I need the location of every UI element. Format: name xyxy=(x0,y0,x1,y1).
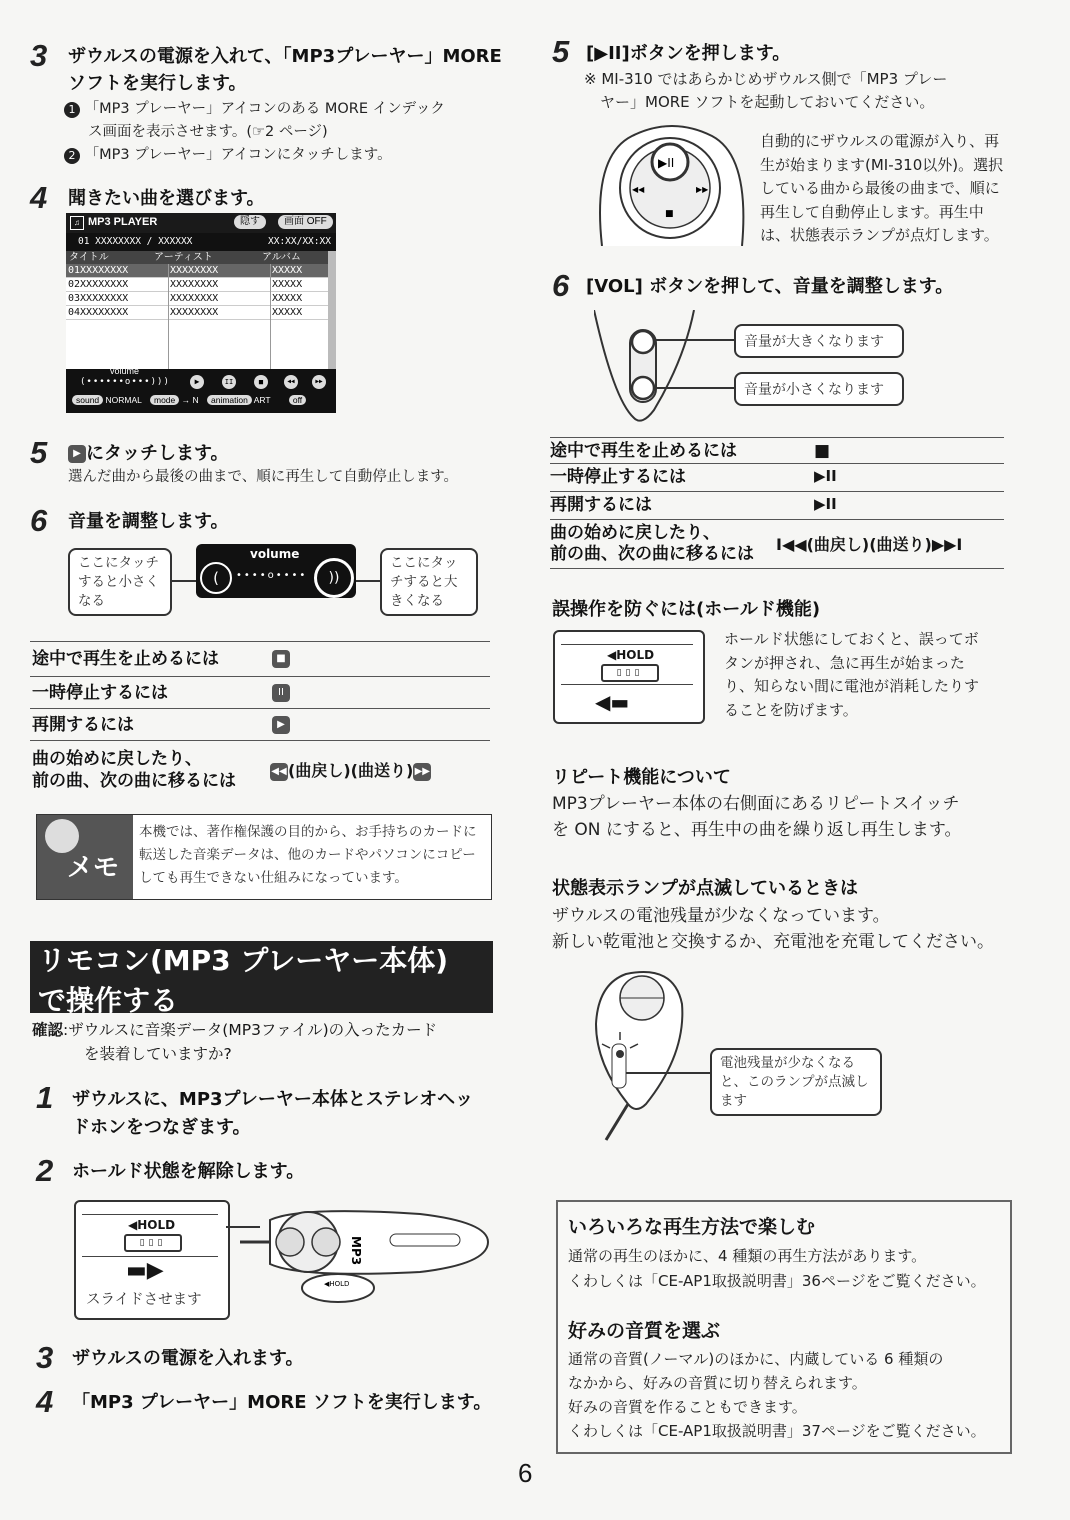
screen-titlebar xyxy=(66,213,336,233)
table-cell-title: 01XXXXXXXX xyxy=(68,265,129,276)
play-icon: ▶ xyxy=(68,445,86,463)
lamp-callout: 電池残量が少なくなると、このランプが点滅します xyxy=(710,1048,882,1116)
substep-1: 1 「MP3 プレーヤー」アイコンのある MORE インデック xyxy=(64,98,445,121)
skip-controls: I◀◀(曲戻し)(曲送り)▶▶I xyxy=(776,535,963,554)
previous-button[interactable]: ◀◀ xyxy=(284,375,298,389)
col-artist[interactable]: アーティスト xyxy=(154,252,213,263)
repeat-desc: MP3プレーヤー本体の右側面にあるリピートスイッチ xyxy=(552,794,960,814)
step-title: ソフトを実行します。 xyxy=(68,73,247,94)
memo-box xyxy=(36,814,492,900)
note: ※ MI-310 ではあらかじめザウルス側で「MP3 プレー xyxy=(584,70,948,88)
svg-text:▶II: ▶II xyxy=(658,156,675,170)
section-heading: 誤操作を防ぐには(ホールド機能) xyxy=(552,599,821,620)
volume-up-icon[interactable]: )) xyxy=(314,558,354,598)
hold-switch-diagram xyxy=(553,630,705,724)
control-label: 再開するには xyxy=(32,715,134,735)
step-title: 「MP3 プレーヤー」MORE ソフトを実行します。 xyxy=(72,1392,492,1413)
step-number: 5 xyxy=(30,435,48,470)
col-title[interactable]: タイトル xyxy=(69,252,109,263)
section-heading: リピート機能について xyxy=(552,767,731,788)
volume-down-icon[interactable]: ( xyxy=(200,562,232,594)
memo-label-area xyxy=(37,815,133,899)
svg-text:▶▶: ▶▶ xyxy=(696,185,709,194)
info-text: 通常の音質(ノーマル)のほかに、内蔵している 6 種類の xyxy=(568,1350,944,1368)
remote-play-button-diagram xyxy=(592,116,750,246)
play-icon: ▶ xyxy=(272,716,290,734)
step-number: 4 xyxy=(30,180,48,215)
step-number: 2 xyxy=(36,1153,54,1188)
repeat-desc: を ON にすると、再生中の曲を繰り返し再生します。 xyxy=(552,820,962,840)
step-title: 音量を調整します。 xyxy=(68,511,229,532)
control-label: 途中で再生を止めるには xyxy=(550,441,737,461)
note-cont: ヤー」MORE ソフトを起動しておいてください。 xyxy=(600,93,935,111)
control-label: 再開するには xyxy=(550,495,652,515)
table-scrollbar[interactable] xyxy=(328,251,336,369)
info-heading: 好みの音質を選ぶ xyxy=(568,1320,721,1342)
lamp-desc: ザウルスの電池残量が少なくなっています。 xyxy=(552,906,890,926)
volume-up-callout: ここにタッチすると大きくなる xyxy=(380,548,478,616)
play-button[interactable]: ▶ xyxy=(190,375,204,389)
step-number: 3 xyxy=(30,38,48,73)
table-header xyxy=(66,251,328,264)
memo-label: メモ xyxy=(67,853,120,883)
step-title: 聞きたい曲を選びます。 xyxy=(68,188,265,209)
play-pause-icon: ▶II xyxy=(814,467,837,485)
device-brand-label: MP3 xyxy=(349,1236,363,1266)
table-row[interactable] xyxy=(66,292,328,306)
track-info: 01 XXXXXXXX / XXXXXX xyxy=(78,236,193,247)
app-icon: ♫ xyxy=(70,216,84,230)
stop-icon: ■ xyxy=(272,650,290,668)
slide-arrow-icon: ◀▬ xyxy=(595,690,630,714)
volume-up-callout: 音量が大きくなります xyxy=(734,324,904,358)
time-info: XX:XX/XX:XX xyxy=(268,236,331,247)
table-cell-artist: XXXXXXXX xyxy=(170,307,219,318)
info-text: 通常の再生のほかに、4 種類の再生方法があります。 xyxy=(568,1247,927,1265)
volume-down-callout: ここにタッチすると小さくなる xyxy=(68,548,172,616)
settings-bar xyxy=(72,395,306,405)
table-cell-artist: XXXXXXXX xyxy=(170,265,219,276)
control-label: 前の曲、次の曲に移るには xyxy=(32,771,236,791)
remote-vol-buttons-diagram xyxy=(594,310,734,430)
mp3-player-device xyxy=(240,1200,492,1312)
step-number: 4 xyxy=(36,1384,54,1419)
mode-value: → N xyxy=(181,395,199,405)
memo-text: 本機では、著作権保護の目的から、お手持ちのカードに転送した音楽データは、他のカードやパソコンにコピーしても再生できない仕組みになっています。 xyxy=(139,824,477,886)
step-title: ザウルスの電源を入れて、「MP3プレーヤー」MORE xyxy=(68,46,502,67)
step-title: ドホンをつなぎます。 xyxy=(72,1117,251,1138)
hold-switch-diagram xyxy=(74,1200,230,1320)
hold-label: ◀HOLD xyxy=(607,648,655,662)
hide-button[interactable]: 隠す xyxy=(234,215,266,229)
hold-desc: ホールド状態にしておくと、誤ってボタンが押され、急に再生が始まったり、知らない間に電池が消耗したりすることを防げます。 xyxy=(724,630,980,719)
table-cell-album: XXXXX xyxy=(272,279,303,290)
section-heading: 状態表示ランプが点滅しているときは xyxy=(552,878,858,899)
volume-slider[interactable]: (••••••o•••))) xyxy=(80,377,170,387)
step-title: ホールド状態を解除します。 xyxy=(72,1161,305,1182)
control-label: 前の曲、次の曲に移るには xyxy=(550,544,754,564)
next-button[interactable]: ▶▶ xyxy=(312,375,326,389)
hold-label: ◀HOLD xyxy=(128,1218,176,1232)
mode-button[interactable]: mode xyxy=(150,395,179,405)
volume-label: volume xyxy=(110,366,140,376)
svg-text:◀◀: ◀◀ xyxy=(632,185,645,194)
pause-button[interactable]: II xyxy=(222,375,236,389)
step-title: ▶ にタッチします。 xyxy=(68,440,229,467)
step-desc: 自動的にザウルスの電源が入り、再生が始まります(MI-310以外)。選択している曲から最後の曲まで、順に再生して自動停止します。再生中は、状態表示ランプが点灯します。 xyxy=(760,132,1004,244)
hold-switch[interactable]: ▯▯▯ xyxy=(124,1234,182,1252)
step-number: 6 xyxy=(552,268,570,303)
table-cell-album: XXXXX xyxy=(272,293,303,304)
mp3-player-screen xyxy=(66,213,336,413)
step-number: 6 xyxy=(30,503,48,538)
volume-label: volume xyxy=(250,547,300,561)
confirm-note: 確認:ザウルスに音楽データ(MP3ファイル)の入ったカード xyxy=(32,1021,438,1039)
table-row[interactable] xyxy=(66,264,328,278)
substep-1-cont: ス画面を表示させます。(☞2 ページ) xyxy=(88,124,328,140)
stop-icon: ■ xyxy=(814,441,831,461)
table-cell-title: 03XXXXXXXX xyxy=(68,293,129,304)
info-heading: いろいろな再生方法で楽しむ xyxy=(568,1216,816,1238)
confirm-note-cont: を装着していますか? xyxy=(84,1045,232,1063)
animation-button[interactable]: animation xyxy=(207,395,252,405)
control-label: 曲の始めに戻したり、 xyxy=(550,523,720,543)
sound-button[interactable]: sound xyxy=(72,395,103,405)
animation-value: ART xyxy=(253,395,271,405)
table-cell-album: XXXXX xyxy=(272,265,303,276)
previous-icon: ◀◀ xyxy=(270,763,288,781)
table-row[interactable] xyxy=(66,278,328,292)
table-cell-title: 04XXXXXXXX xyxy=(68,307,129,318)
table-cell-album: XXXXX xyxy=(272,307,303,318)
step-title: ザウルスの電源を入れます。 xyxy=(72,1348,304,1369)
remote-lamp-diagram xyxy=(586,964,716,1144)
stop-button[interactable]: ■ xyxy=(254,375,268,389)
control-label: 一時停止するには xyxy=(32,683,168,703)
page-number: 6 xyxy=(518,1458,533,1488)
info-text: なかから、好みの音質に切り替えられます。 xyxy=(568,1374,867,1392)
step-title: [VOL] ボタンを押して、音量を調整します。 xyxy=(586,276,954,297)
substep-2: 2 「MP3 プレーヤー」アイコンにタッチします。 xyxy=(64,144,392,167)
table-row[interactable] xyxy=(66,306,328,320)
pause-icon: II xyxy=(272,684,290,702)
control-label: 曲の始めに戻したり、 xyxy=(32,749,202,769)
slide-arrow-icon: ▬▶ xyxy=(126,1258,164,1283)
step-number: 3 xyxy=(36,1340,54,1375)
sound-value: NORMAL xyxy=(105,395,142,405)
play-pause-icon: ▶II xyxy=(814,495,837,513)
step-number: 5 xyxy=(552,34,570,69)
app-title: MP3 PLAYER xyxy=(88,216,158,228)
screen-off-button[interactable]: 画面 OFF xyxy=(278,215,333,229)
svg-text:■: ■ xyxy=(665,209,674,219)
next-icon: ▶▶ xyxy=(413,763,431,781)
step-title: [▶II]ボタンを押します。 xyxy=(586,43,791,64)
control-panel xyxy=(66,366,336,413)
skip-controls: ◀◀(曲戻し)(曲送り)▶▶ xyxy=(271,761,430,780)
slide-instruction: スライドさせます xyxy=(86,1292,202,1308)
step-desc: 選んだ曲から最後の曲まで、順に再生して自動停止します。 xyxy=(68,469,459,485)
hold-switch[interactable]: ▯▯▯ xyxy=(601,664,659,682)
volume-control-zoom: volume ( ••••o•••• )) xyxy=(196,544,356,598)
section-banner: リモコン(MP3 プレーヤー本体) で操作する xyxy=(30,941,493,1013)
hold-mini-label: ◀HOLD xyxy=(324,1280,350,1288)
lamp-desc: 新しい乾電池と交換するか、充電池を充電してください。 xyxy=(552,932,994,952)
info-text: くわしくは「CE-AP1取扱説明書」36ページをご覧ください。 xyxy=(568,1272,986,1290)
info-text: くわしくは「CE-AP1取扱説明書」37ページをご覧ください。 xyxy=(568,1422,986,1440)
table-cell-artist: XXXXXXXX xyxy=(170,279,219,290)
track-info-bar xyxy=(66,234,336,250)
step-title: ザウルスに、MP3プレーヤー本体とステレオヘッ xyxy=(72,1089,474,1110)
table-cell-artist: XXXXXXXX xyxy=(170,293,219,304)
info-text: 好みの音質を作ることもできます。 xyxy=(568,1398,807,1416)
step-number: 1 xyxy=(36,1080,54,1115)
animation-off-button[interactable]: off xyxy=(289,395,306,405)
table-cell-title: 02XXXXXXXX xyxy=(68,279,129,290)
control-label: 途中で再生を止めるには xyxy=(32,649,219,669)
track-table xyxy=(66,251,328,369)
col-album[interactable]: アルバム xyxy=(262,252,301,263)
info-box xyxy=(556,1200,1012,1454)
volume-down-callout: 音量が小さくなります xyxy=(734,372,904,406)
control-label: 一時停止するには xyxy=(550,467,686,487)
